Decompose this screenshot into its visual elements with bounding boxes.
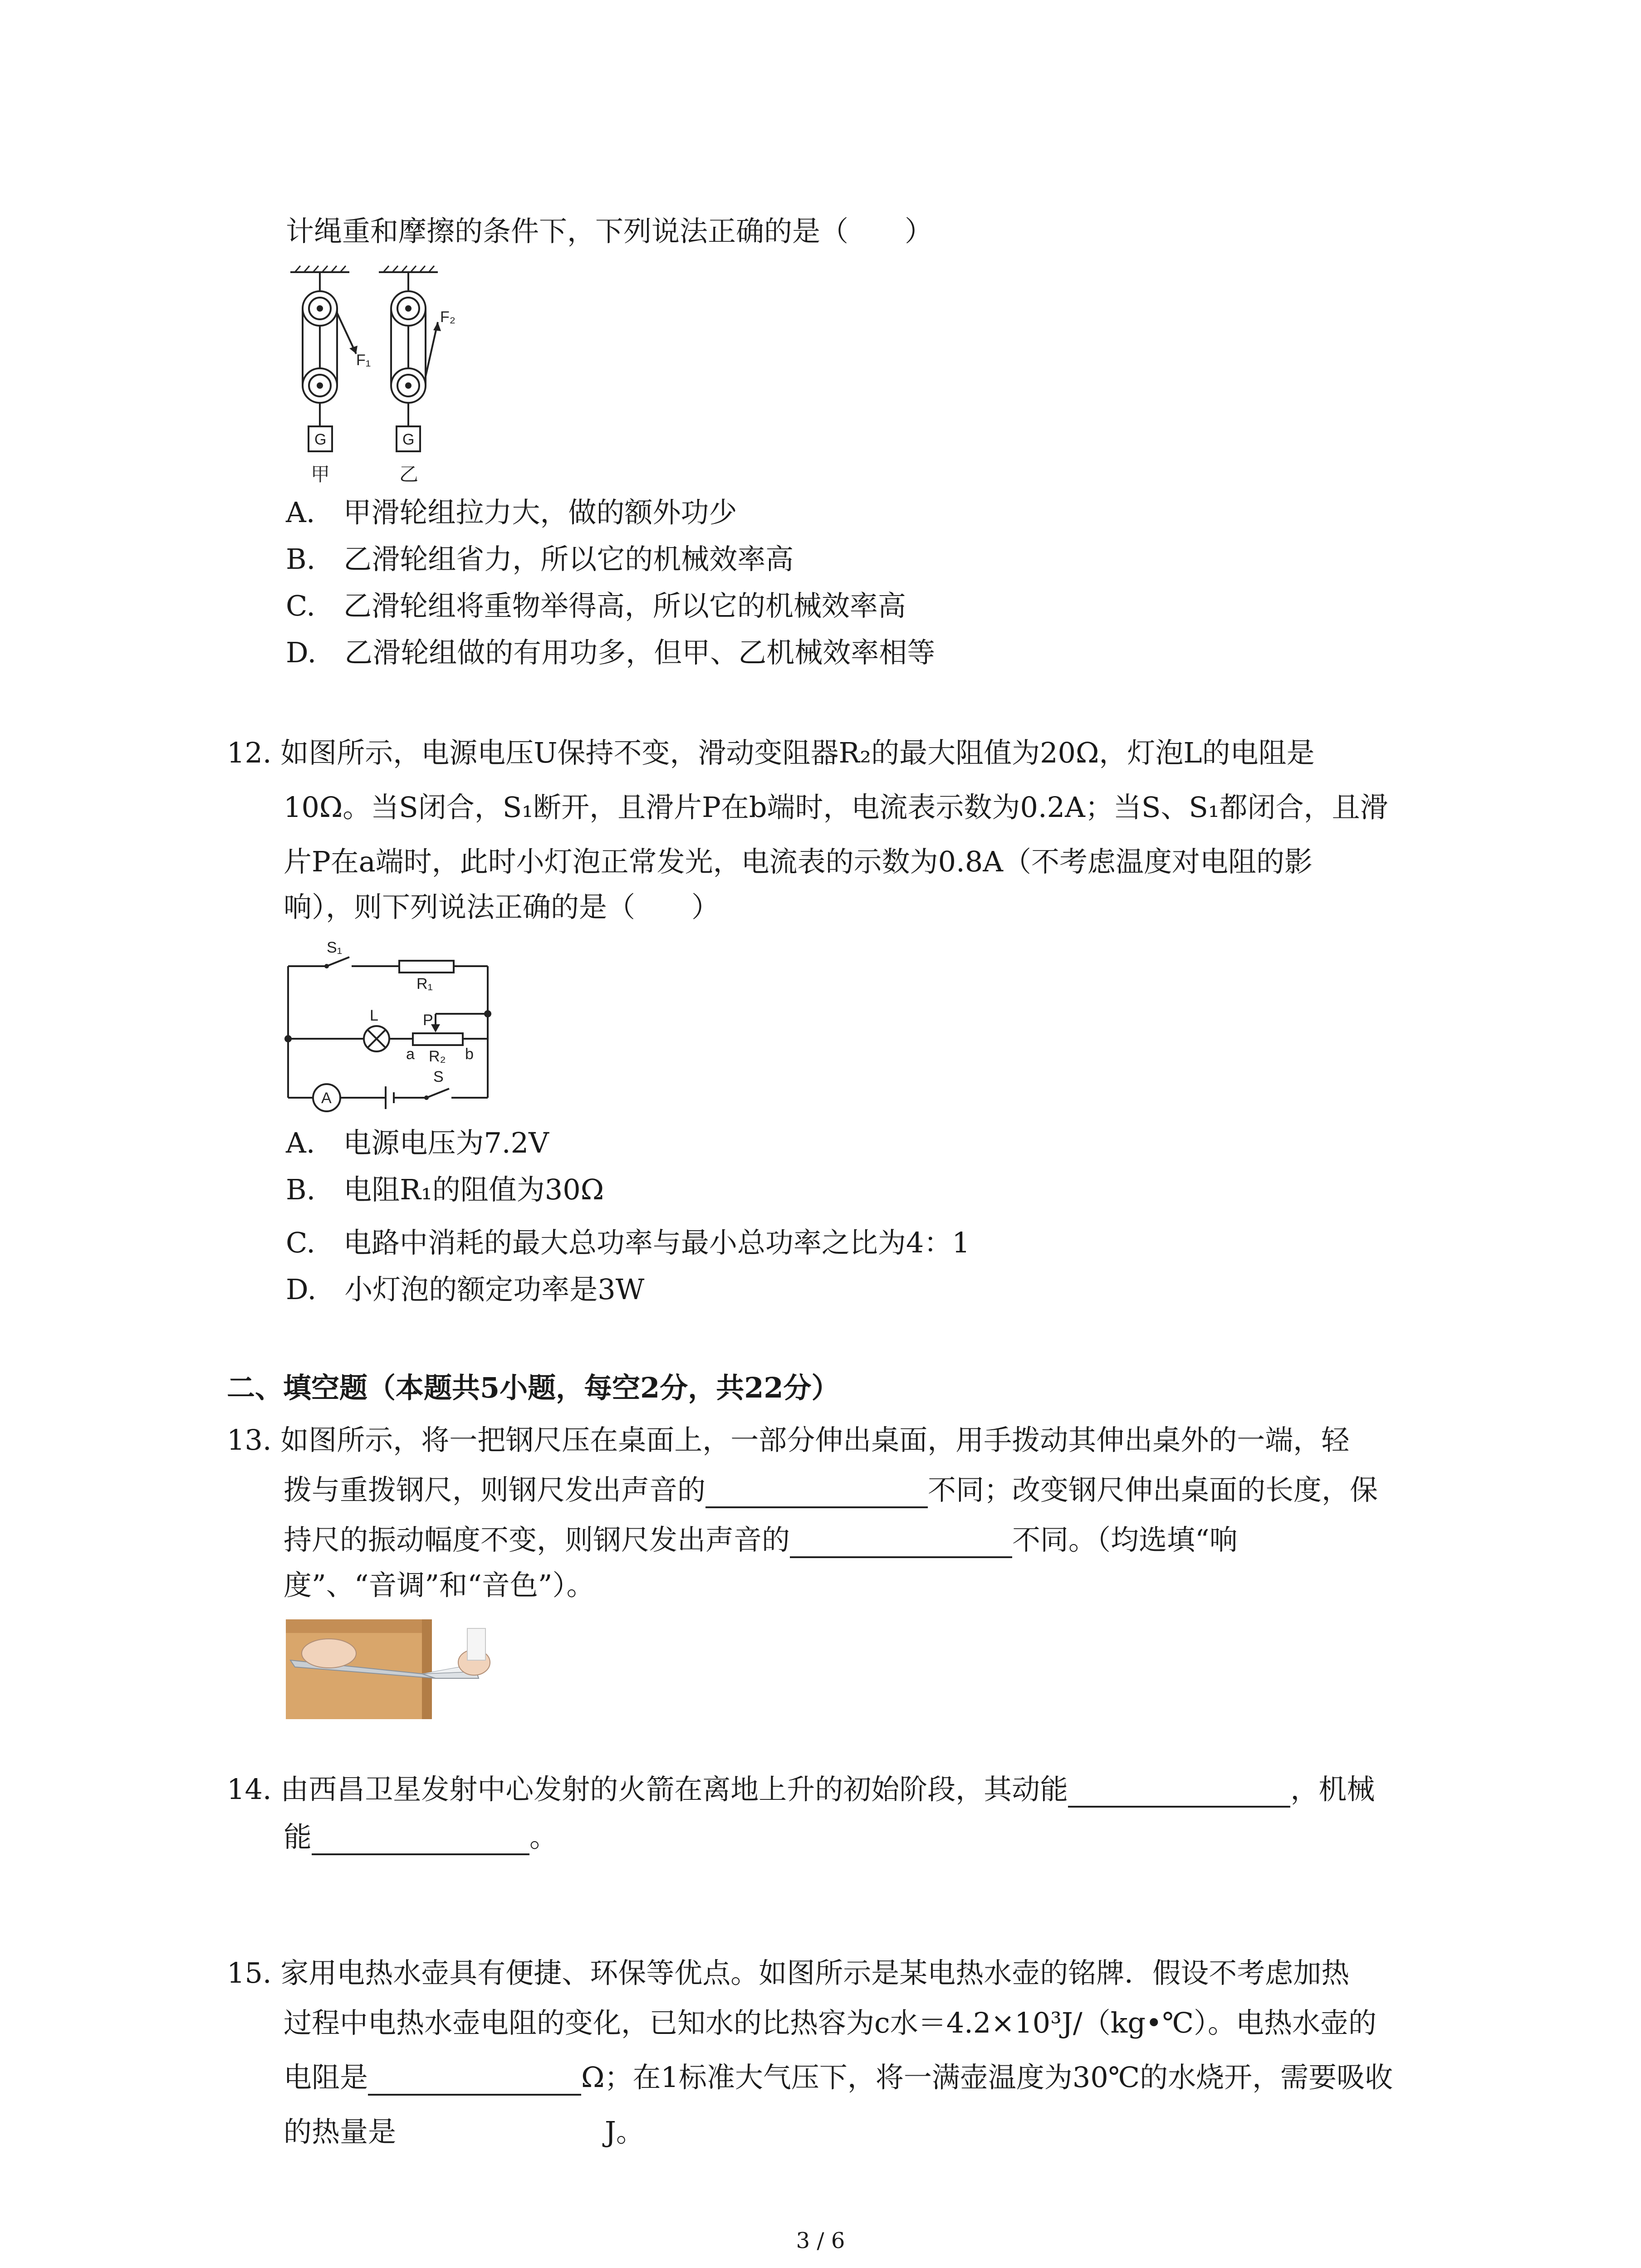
weight-label-jia: G (314, 431, 327, 448)
q13-line-3-part-b: 不同。（均选填“响 (1012, 1523, 1238, 1556)
q15-line-3-part-a: 电阻是 (284, 2061, 368, 2094)
q14-line-1-part-b: ，机械 (1290, 1773, 1375, 1806)
switch-s-label: S (433, 1068, 444, 1085)
lamp-l-label: L (370, 1007, 378, 1024)
weight-label-yi: G (402, 431, 415, 448)
q15-line-4-part-b: J。 (605, 2115, 644, 2148)
q12-option-d: D. 小灯泡的额定功率是3W (286, 1273, 645, 1306)
resistor-r1-label: R₁ (416, 975, 433, 992)
q14-line-2-part-b: 。 (529, 1820, 558, 1853)
q12-option-a: A. 电源电压为7.2V (286, 1126, 549, 1159)
q13-line-2-part-a: 拨与重拨钢尺，则钢尺发出声音的 (284, 1473, 706, 1506)
q11-option-c: C. 乙滑轮组将重物举得高，所以它的机械效率高 (286, 589, 906, 622)
resistor-r2-label: R₂ (429, 1048, 446, 1065)
q13-line-3 (284, 1522, 1238, 1558)
q12-option-b: B. 电阻R₁的阻值为30Ω (286, 1173, 604, 1206)
q13-answer-blank-1[interactable] (705, 1475, 928, 1508)
q14-answer-blank-1[interactable] (1068, 1774, 1290, 1808)
q15-answer-blank-1[interactable] (368, 2062, 581, 2096)
q13-line-4: 度”、“音调”和“音色”）。 (284, 1569, 595, 1602)
q11-stem-tail: 计绳重和摩擦的条件下，下列说法正确的是（ ） (286, 215, 933, 248)
q15-line-4-part-a: 的热量是 (284, 2115, 397, 2148)
q14-line-1-part-a: 14. 由西昌卫星发射中心发射的火箭在离地上升的初始阶段，其动能 (227, 1773, 1068, 1806)
ammeter-label: A (321, 1090, 332, 1107)
slider-p-label: P (423, 1012, 433, 1029)
force-f1-label: F₁ (356, 352, 371, 369)
ruler-photo (286, 1610, 495, 1719)
q15-line-1: 15. 家用电热水壶具有便捷、环保等优点。如图所示是某电热水壶的铭牌．假设不考虑加热 (227, 1956, 1350, 1989)
q13-line-1: 13. 如图所示，将一把钢尺压在桌面上，一部分伸出桌面，用手拨动其伸出桌外的一端，轻 (227, 1423, 1350, 1457)
section-2-heading: 二、填空题（本题共5小题，每空2分，共22分） (227, 1371, 840, 1404)
q12-option-c: C. 电路中消耗的最大总功率与最小总功率之比为4：1 (286, 1226, 970, 1259)
circuit-figure (277, 934, 513, 1125)
q14-line-1 (227, 1771, 1375, 1808)
q15-line-3 (284, 2059, 1393, 2096)
q12-line-4: 响），则下列说法正确的是（ ） (284, 890, 720, 924)
switch-s1-label: S₁ (327, 939, 343, 956)
q14-line-2 (284, 1819, 558, 1855)
q13-line-2-part-b: 不同；改变钢尺伸出桌面的长度，保 (928, 1473, 1378, 1506)
q15-line-2: 过程中电热水壶电阻的变化，已知水的比热容为c水＝4.2×10³J/（kg•℃）。电热水壶的 (284, 2006, 1376, 2039)
q14-answer-blank-2[interactable] (312, 1822, 529, 1855)
force-f2-label: F₂ (440, 308, 456, 326)
q15-line-4 (284, 2114, 644, 2150)
q14-line-2-part-a: 能 (284, 1820, 312, 1853)
label-jia: 甲 (311, 463, 330, 485)
page-number: 3 / 6 (796, 2228, 845, 2253)
q13-line-3-part-a: 持尺的振动幅度不变，则钢尺发出声音的 (284, 1523, 790, 1556)
q11-option-a: A. 甲滑轮组拉力大，做的额外功少 (286, 496, 737, 529)
label-yi: 乙 (399, 463, 419, 485)
q15-line-3-part-b: Ω；在1标准大气压下，将一满壶温度为30℃的水烧开，需要吸收 (581, 2061, 1393, 2094)
q12-line-2: 10Ω。当S闭合，S₁断开，且滑片P在b端时，电流表示数为0.2A；当S、S₁都闭合，且滑 (284, 791, 1388, 824)
q11-option-b: B. 乙滑轮组省力，所以它的机械效率高 (286, 543, 794, 576)
q11-option-d: D. 乙滑轮组做的有用功多，但甲、乙机械效率相等 (286, 636, 936, 669)
q12-line-1: 12. 如图所示，电源电压U保持不变，滑动变阻器R₂的最大阻值为20Ω，灯泡L的电阻是 (227, 736, 1315, 769)
q13-answer-blank-2[interactable] (790, 1525, 1012, 1558)
q13-line-2 (284, 1472, 1378, 1508)
q15-answer-blank-2[interactable] (396, 2118, 605, 2150)
terminal-a-label: a (406, 1046, 415, 1063)
pulley-figure (281, 263, 508, 499)
q12-line-3: 片P在a端时，此时小灯泡正常发光，电流表的示数为0.8A（不考虑温度对电阻的影 (284, 845, 1313, 878)
terminal-b-label: b (465, 1046, 474, 1063)
